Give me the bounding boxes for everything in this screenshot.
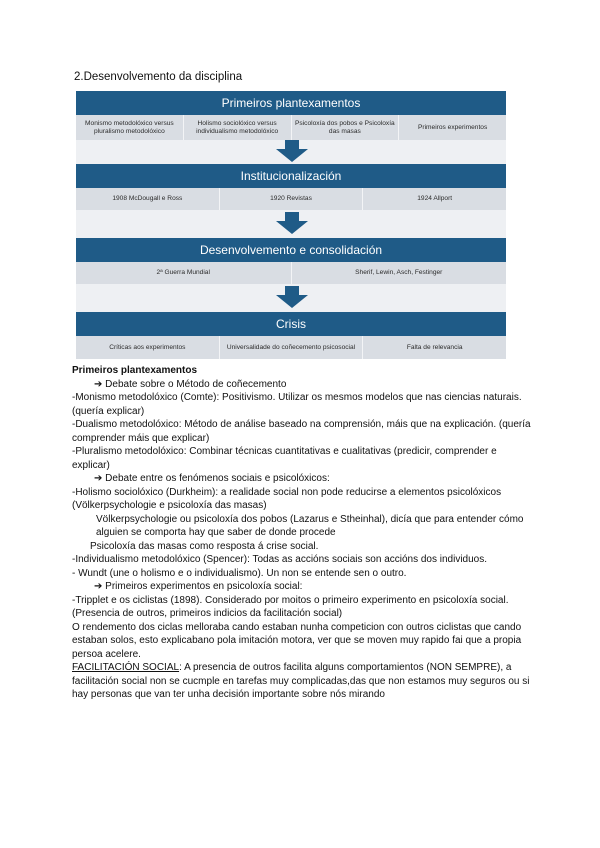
development-diagram: [76, 91, 506, 359]
diagram-cell: Monismo metodolóxico versus pluralismo metodolóxico: [76, 115, 184, 140]
diagram-cell: Holismo sociolóxico versus individualismo metodolóxico: [184, 115, 292, 140]
paragraph: Psicoloxía das masas como resposta á crise social.: [90, 540, 319, 552]
diagram-cell: Críticas aos experimentos: [76, 336, 220, 359]
diagram-cell: Universalidade do coñecemento psicosocial: [220, 336, 364, 359]
bullet-line: ➔ Debate sobre o Método de coñecemento: [94, 378, 287, 390]
diagram-cell: Primeiros experimentos: [417, 123, 488, 131]
paragraph: [72, 661, 532, 702]
section-row-desenvolvemento: [76, 262, 506, 284]
down-arrow-icon: [276, 212, 308, 234]
paragraph: O rendemento dos ciclas melloraba cando estaban nunha competicion con outros ciclistas que cando estaban solos, esto explicabano pola imitación motora, ver que se moven muy rapido fai que a propia persoa acelere.: [72, 621, 522, 660]
section-row-crisis: [76, 336, 506, 359]
paragraph: -Individualismo metodolóxico (Spencer): Todas as accións sociais son accións dos individuos.: [72, 554, 488, 565]
section-header-desenvolvemento: Desenvolvemento e consolidación: [76, 238, 506, 262]
page-title: 2.Desenvolvemento da disciplina: [74, 71, 243, 83]
diagram-cell: Psicoloxía dos pobos e Psicoloxía das masas: [292, 115, 400, 140]
paragraph-text: : A presencia de outros facilita alguns comportamientos (NON SEMPRE), a facilitación social non se cucmple en tarefas muy complicadas,das que non estamos muy seguros ou si hay personas que van ter unha decisión importante sobre nós mirando: [72, 662, 530, 700]
paragraph: -Holismo sociolóxico (Durkheim): a realidade social non pode reducirse a elementos psicolóxicos (Völkerpsychologie e psicoloxía das masas): [72, 486, 502, 511]
diagram-cell: 1908 McDougall e Ross: [76, 188, 220, 210]
paragraph: -Dualismo metodolóxico: Método de análise baseado na comprensión, máis que na explicación. (quería comprender máis que explicar): [72, 419, 531, 444]
section-row-institucionalizacion: [76, 188, 506, 210]
diagram-cell: 1924 Allport: [417, 195, 453, 203]
paragraph: -Pluralismo metodolóxico: Combinar técnicas cuantitativas e cualitativas (predicir, comprender e explicar): [72, 446, 497, 471]
section-header-institucionalizacion: Institucionalización: [76, 164, 506, 188]
bullet-line: ➔ Debate entre os fenómenos sociais e psicolóxicos:: [94, 473, 330, 484]
body-text: [72, 364, 532, 702]
section-row-primeiros: [76, 115, 506, 140]
section-header-primeiros: Primeiros plantexamentos: [76, 91, 506, 115]
down-arrow-icon: [276, 140, 308, 162]
section-header-crisis: Crisis: [76, 312, 506, 336]
section-heading: Primeiros plantexamentos: [72, 365, 198, 376]
diagram-cell: Sherif, Lewin, Asch, Festinger: [355, 269, 443, 277]
diagram-cell: Falta de relevancia: [406, 343, 463, 351]
diagram-cell: 1920 Revistas: [220, 188, 364, 210]
diagram-cell: 2ª Guerra Mundial: [76, 262, 292, 284]
down-arrow-icon: [276, 286, 308, 308]
underlined-term: FACILITACIÓN SOCIAL: [72, 662, 180, 673]
bullet-line: ➔ Primeiros experimentos en psicoloxía social:: [94, 581, 303, 592]
paragraph: -Tripplet e os ciclistas (1898). Considerado por moitos o primeiro experimento en psicoloxía social. (Presencia de outros, primeiros indicios da facilitación social): [72, 594, 509, 619]
paragraph: - Wundt (une o holismo e o individualismo). Un non se entende sen o outro.: [72, 567, 407, 579]
paragraph: Völkerpsychologie ou psicoloxía dos pobos (Lazarus e Stheinhal), dicía que para entender cómo alguien se comporta hay que saber de donde procede: [96, 513, 524, 538]
paragraph: -Monismo metodolóxico (Comte): Positivismo. Utilizar os mesmos modelos que nas ciencias naturais. (quería explicar): [72, 392, 522, 417]
